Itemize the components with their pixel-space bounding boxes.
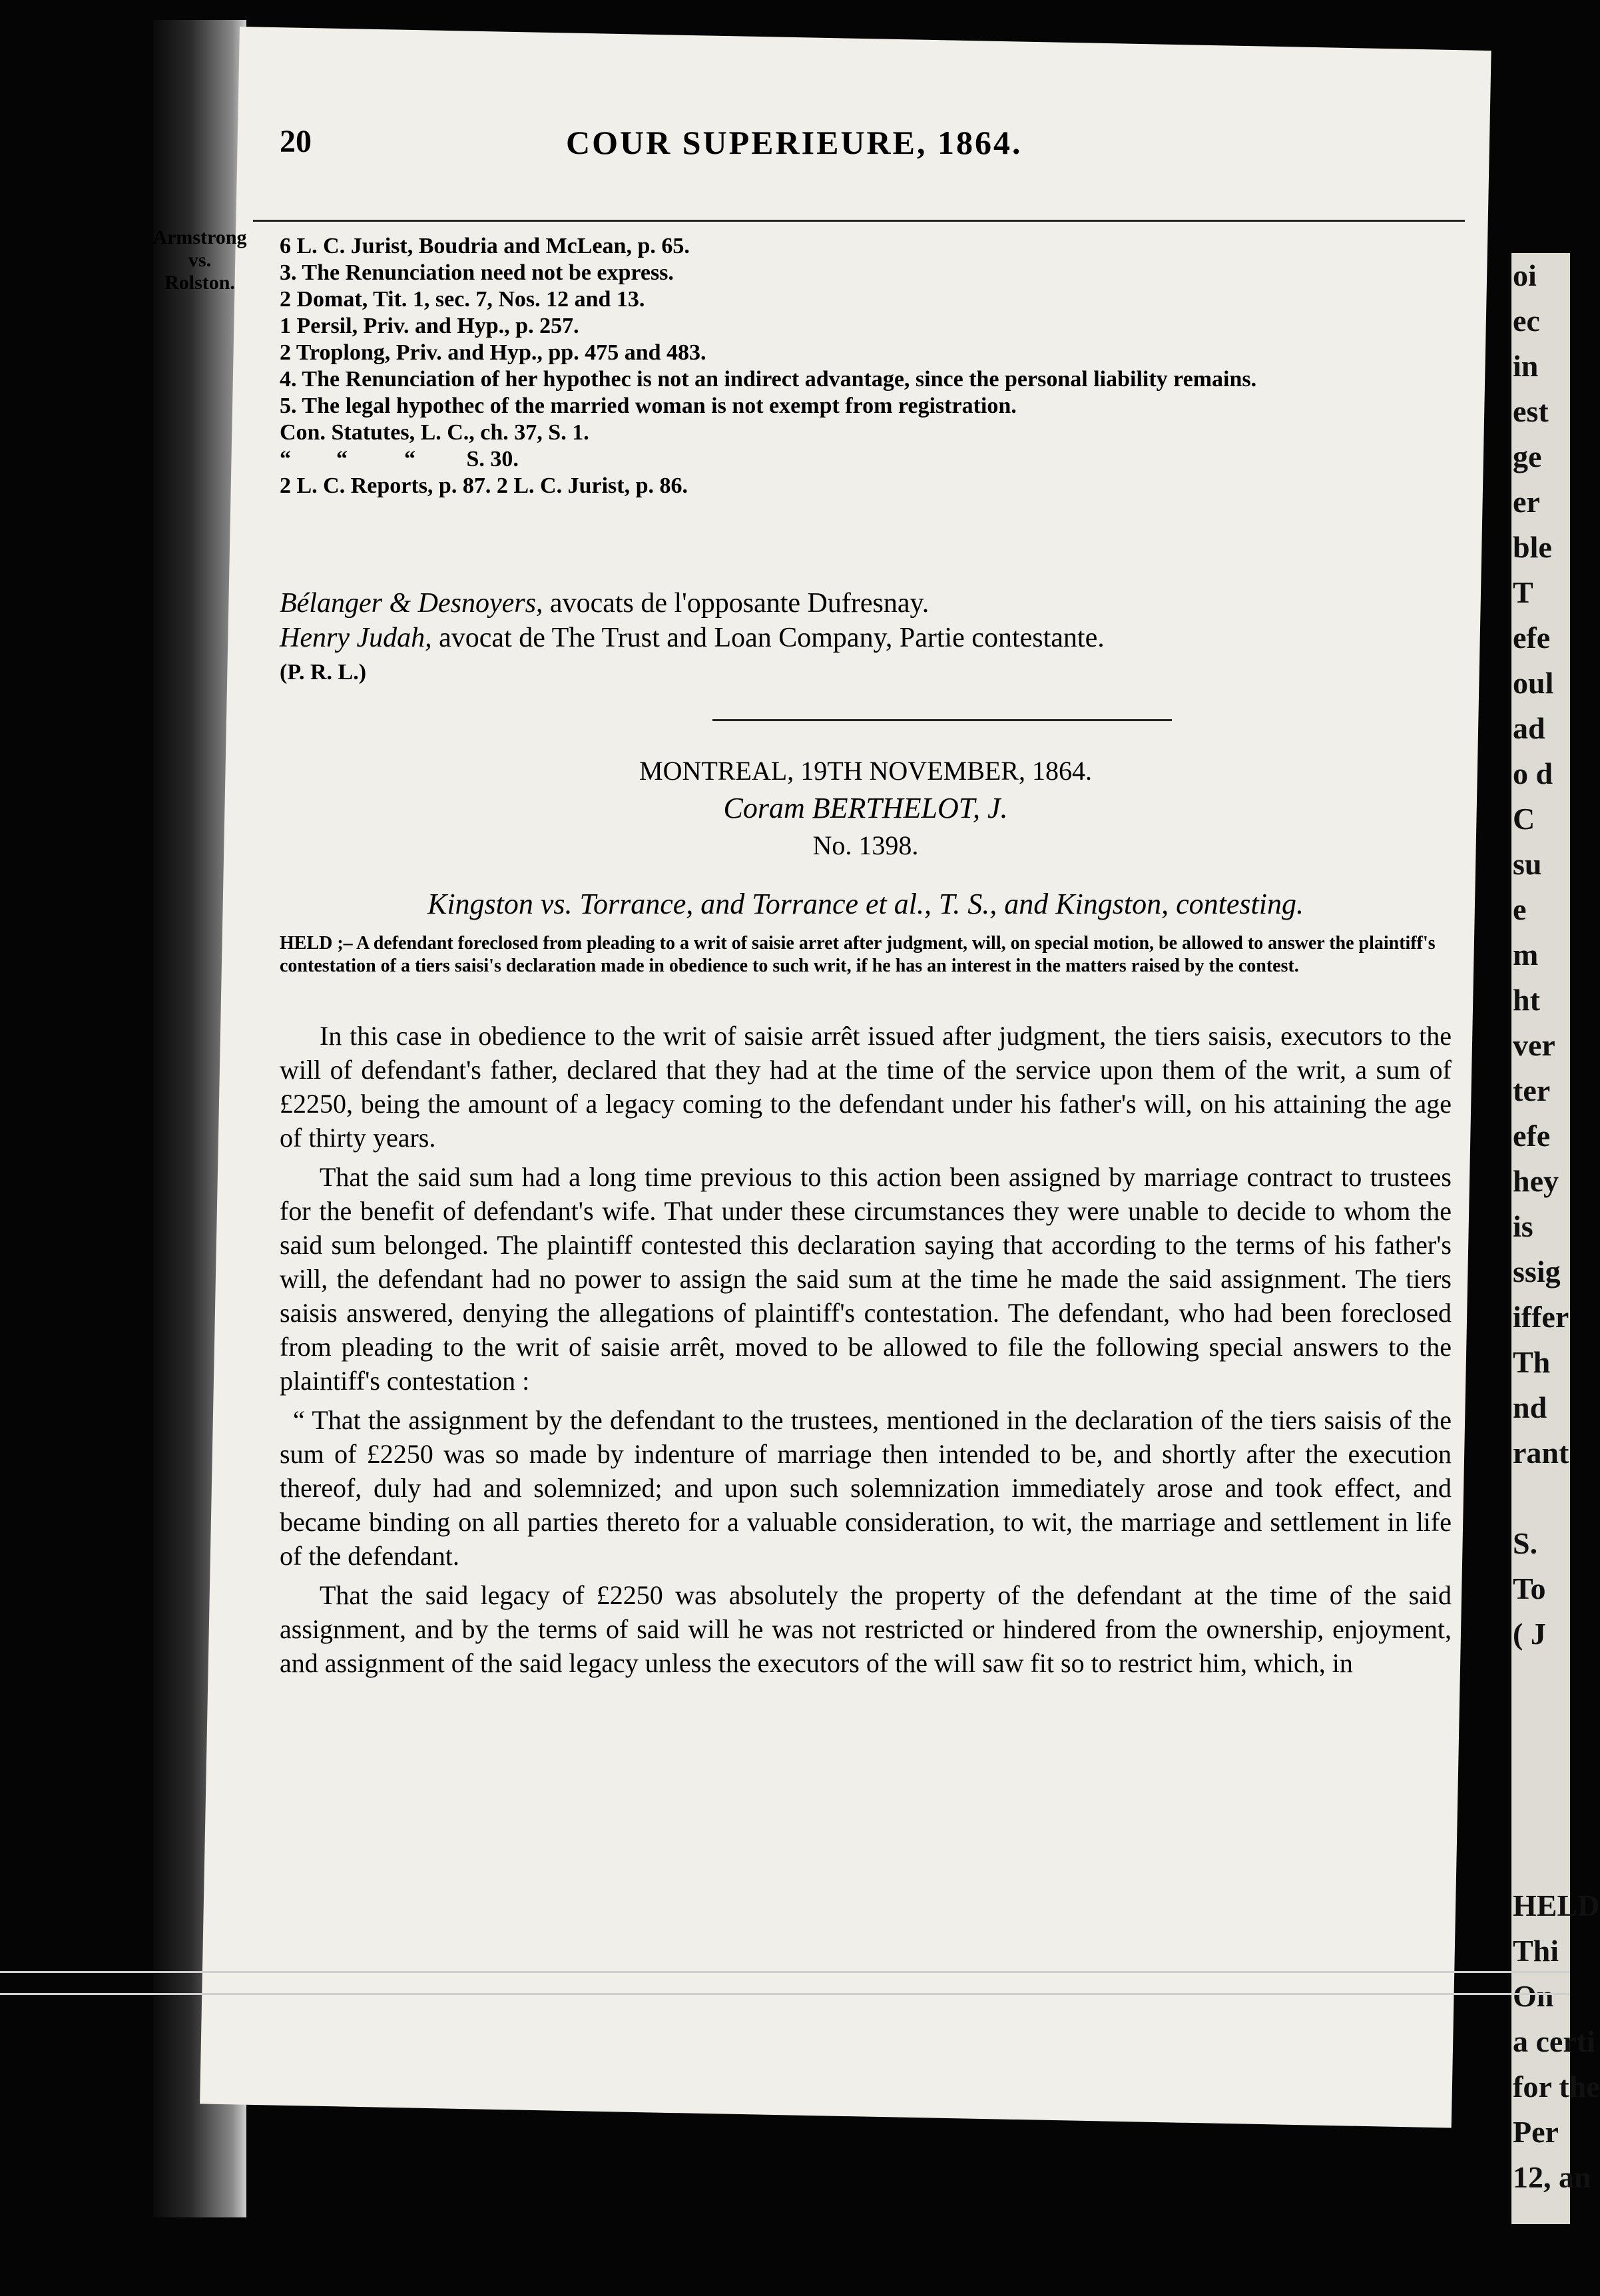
facing-page-fragment: is — [1513, 1209, 1533, 1243]
facing-page-fragment: S. — [1513, 1526, 1538, 1560]
reference-line: 2 Troplong, Priv. and Hyp., pp. 475 and 483. — [280, 340, 706, 365]
body-paragraph: In this case in obedience to the writ of saisie arrêt issued after judgment, the tiers saisis, executors to the will of defendant's father, declared that they had at the time of the service upon them of the writ, a sum of £2250, being the amount of a legacy coming to the defendant under his father's will, on his attaining the age of thirty years. — [280, 1021, 1452, 1153]
facing-page-fragment: su — [1513, 847, 1542, 881]
facing-page-fragment: oul — [1513, 666, 1554, 700]
scan-bottom-band — [0, 1971, 1570, 1995]
reference-line: 2 Domat, Tit. 1, sec. 7, Nos. 12 and 13. — [280, 287, 645, 312]
facing-page-fragment — [1511, 1657, 1570, 1702]
facing-page-fragment — [1511, 1476, 1570, 1521]
facing-page-fragment — [1511, 1747, 1570, 1793]
report-body — [280, 1019, 1452, 1685]
facing-page-fragment: rant — [1513, 1436, 1569, 1470]
facing-page-fragment: for the — [1513, 2070, 1600, 2104]
facing-page-fragment — [1511, 1702, 1570, 1747]
coram-line: Coram BERTHELOT, J. — [723, 792, 1008, 824]
facing-page-edge — [1511, 253, 1600, 2224]
reference-line: 4. The Renunciation of her hypothec is not an indirect advantage, since the personal liability remains. — [280, 367, 1257, 392]
case-parties: Kingston vs. Torrance, and Torrance et al., T. S., and Kingston, contesting. — [427, 888, 1304, 920]
authorities-list — [280, 233, 1452, 499]
page-header — [280, 123, 1465, 170]
section-divider — [712, 719, 1172, 721]
body-paragraph: That the said sum had a long time previous to this action been assigned by marriage contract to trustees for the benefit of defendant's wife. That under these circumstances they were unable to decide to whom the said sum belonged. The plaintiff contested this declaration saying that according to the terms of his father's will, the defendant had no power to assign the said sum at the time he made the said assignment. The tiers saisis answered, denying the allegations of plaintiff's contestation. The defendant, who had been foreclosed from pleading to the writ of saisie arrêt, moved to be allowed to file the following special answers to the plaintiff's contestation : — [280, 1162, 1452, 1396]
reference-line: 5. The legal hypothec of the married woman is not exempt from registration. — [280, 394, 1017, 418]
facing-page-fragment — [1511, 1793, 1570, 1838]
case-heading — [280, 752, 1452, 864]
facing-page-fragment: ter — [1513, 1073, 1551, 1107]
case-number: No. 1398. — [812, 830, 919, 860]
facing-page-fragment: efe — [1513, 621, 1551, 655]
facing-page-fragment — [1511, 1838, 1570, 1883]
facing-page-fragment: Thi — [1513, 1934, 1559, 1968]
facing-page-fragment: nd — [1513, 1390, 1547, 1424]
facing-page-fragment: oi — [1513, 258, 1537, 292]
reference-line: “ “ “ S. 30. — [280, 447, 519, 471]
facing-page-fragment: T — [1513, 575, 1533, 609]
facing-page-fragment: o d — [1513, 756, 1553, 790]
facing-page-fragment: in — [1513, 349, 1539, 383]
facing-page-fragment: ble — [1513, 530, 1552, 564]
facing-page-fragment: a certi — [1513, 2024, 1595, 2058]
facing-page-fragment: hey — [1513, 1164, 1559, 1198]
facing-page-fragment: ad — [1513, 711, 1545, 745]
facing-page-fragment: ( J — [1513, 1617, 1546, 1651]
facing-page-fragment: e — [1513, 892, 1527, 926]
margin-line: Rolston. — [164, 272, 235, 294]
facing-page-fragment: C — [1513, 802, 1535, 836]
facing-page-fragment: ver — [1513, 1028, 1555, 1062]
counsel-block — [280, 586, 1452, 690]
facing-page-fragment: HELD — [1513, 1888, 1600, 1922]
margin-line: vs. — [188, 249, 212, 271]
facing-page-fragment: Per — [1513, 2115, 1559, 2149]
facing-page-fragment: est — [1513, 394, 1549, 428]
reporter-initials: (P. R. L.) — [280, 660, 367, 685]
facing-page-fragment: ge — [1513, 439, 1542, 473]
reference-line: 2 L. C. Reports, p. 87. 2 L. C. Jurist, p. 86. — [280, 473, 688, 498]
facing-page-fragment: To — [1513, 1572, 1546, 1605]
counsel-name: Bélanger & Desnoyers, — [280, 588, 543, 619]
running-title: COUR SUPERIEURE, 1864. — [566, 124, 1023, 161]
body-paragraph: “ That the assignment by the defendant to the trustees, mentioned in the declaration of the tiers saisis of the sum of £2250 was so made by indenture of marriage then intended to be, and shortly after the execution thereof, duly had and solemnized; and upon such solemnization immediately arose and took effect, and became binding on all parties thereto for a valuable consideration, to wit, the marriage and settlement in life of the defendant. — [280, 1405, 1452, 1571]
reference-line: 3. The Renunciation need not be express. — [280, 260, 674, 285]
reference-line: Con. Statutes, L. C., ch. 37, S. 1. — [280, 420, 589, 445]
facing-page-fragment: efe — [1513, 1119, 1551, 1153]
counsel-role: avocats de l'opposante Dufresnay. — [543, 588, 930, 619]
facing-page-fragment: ht — [1513, 983, 1540, 1017]
margin-case-name — [133, 226, 266, 294]
body-paragraph: That the said legacy of £2250 was absolutely the property of the defendant at the time of the said assignment, and by the terms of said will he was not restricted or hindered from the ownership, enjoyment, and assignment of the said legacy unless the executors of the will saw fit so to restrict him, which, in — [280, 1580, 1452, 1678]
counsel-name: Henry Judah, — [280, 623, 432, 653]
header-rule — [253, 220, 1465, 222]
reference-line: 1 Persil, Priv. and Hyp., p. 257. — [280, 314, 579, 338]
counsel-role: avocat de The Trust and Loan Company, Partie contestante. — [431, 623, 1105, 653]
facing-page-fragment: m — [1513, 938, 1539, 972]
margin-line: Armstrong — [152, 226, 247, 248]
headnote: HELD ;– A defendant foreclosed from pleading to a writ of saisie arret after judgment, will, on special motion, be allowed to answer the plaintiff's contestation of a tiers saisi's declaration made in obedience to such writ, if he has an interest in the matters raised by the contest. — [280, 933, 1436, 976]
facing-page-fragment: er — [1513, 485, 1540, 519]
place-date: MONTREAL, 19TH NOVEMBER, 1864. — [639, 756, 1092, 786]
facing-page-fragment: ssig — [1513, 1255, 1561, 1289]
facing-page-fragment: 12, an — [1513, 2160, 1591, 2194]
page-number: 20 — [280, 124, 312, 159]
facing-page-fragment: On — [1513, 1979, 1554, 2013]
facing-page-fragment: Th — [1513, 1345, 1551, 1379]
facing-page-fragment: ec — [1513, 304, 1540, 338]
facing-page-fragment: iffer — [1513, 1300, 1569, 1334]
reference-line: 6 L. C. Jurist, Boudria and McLean, p. 65. — [280, 234, 690, 258]
